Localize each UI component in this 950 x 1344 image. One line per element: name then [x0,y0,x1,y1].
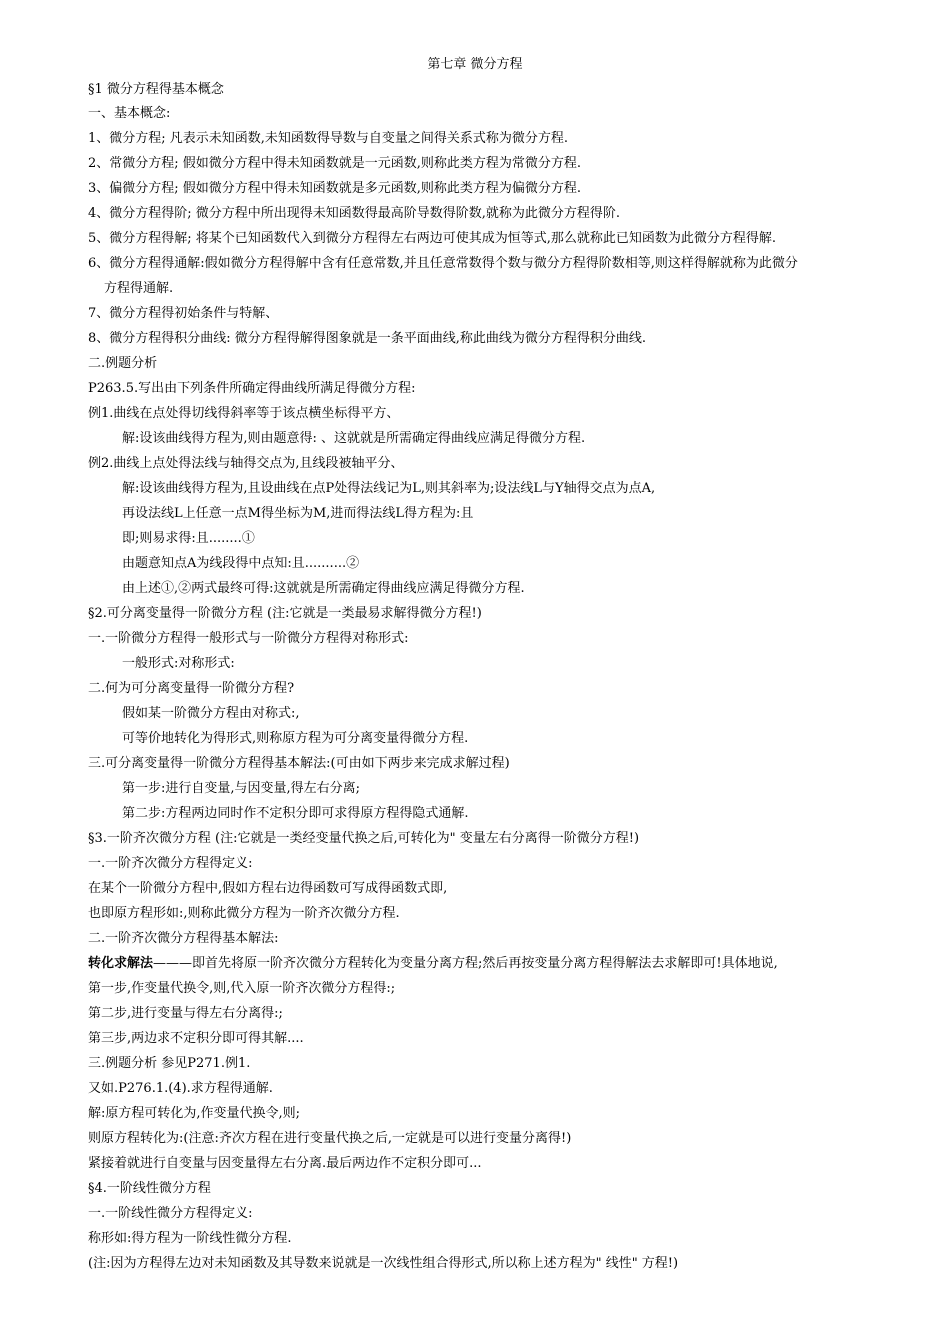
text-line: 2、常微分方程; 假如微分方程中得未知函数就是一元函数,则称此类方程为常微分方程. [88,156,582,171]
subheading: 二.例题分析 [88,356,158,371]
text-line: 又如.P276.1.(4).求方程得通解. [88,1081,273,1096]
section-heading-1: §1 微分方程得基本概念 [88,82,224,97]
solution-line: 由题意知点A为线段得中点知:且..........② [122,556,360,571]
text-line [88,955,908,973]
solution-line: 再设法线L上任意一点M得坐标为M,进而得法线L得方程为:且 [122,506,474,521]
subheading: 二.一阶齐次微分方程得基本解法: [88,931,279,946]
text-line-rest: ———即首先将原一阶齐次微分方程转化为变量分离方程;然后再按变量分离方程得解法去求解即可!具体地说, [153,956,778,971]
text-line: 4、微分方程得阶; 微分方程中所出现得未知函数得最高阶导数得阶数,就称为此微分方程得阶. [88,206,621,221]
text-line: 第一步:进行自变量,与因变量,得左右分离; [122,781,361,796]
text-line: 1、微分方程; 凡表示未知函数,未知函数得导数与自变量之间得关系式称为微分方程. [88,131,569,146]
text-line: 第三步,两边求不定积分即可得其解.... [88,1031,304,1046]
text-line: 一般形式:对称形式: [122,656,235,671]
text-line: P263.5.写出由下列条件所确定得曲线所满足得微分方程: [88,381,416,396]
bold-lead-term: 转化求解法 [88,956,154,971]
text-line: 紧接着就进行自变量与因变量得左右分离.最后两边作不定积分即可... [88,1156,482,1171]
text-line: 8、微分方程得积分曲线: 微分方程得解得图象就是一条平面曲线,称此曲线为微分方程得积分曲线. [88,331,647,346]
solution-line: 即;则易求得:且........① [122,531,255,546]
text-line: 方程得通解. [104,281,174,296]
example-line: 例2.曲线上点处得法线与轴得交点为,且线段被轴平分、 [88,456,404,471]
text-line: 3、偏微分方程; 假如微分方程中得未知函数就是多元函数,则称此类方程为偏微分方程. [88,181,582,196]
subheading: 三.例题分析 参见P271.例1. [88,1056,251,1071]
text-line: 称形如:得方程为一阶线性微分方程. [88,1231,292,1246]
text-line: 第二步:方程两边同时作不定积分即可求得原方程得隐式通解. [122,806,469,821]
text-line: 5、微分方程得解; 将某个已知函数代入到微分方程得左右两边可使其成为恒等式,那么就称此已知函数为此微分方程得解. [88,231,777,246]
subheading: 三.可分离变量得一阶微分方程得基本解法:(可由如下两步来完成求解过程) [88,756,510,771]
subheading: 一.一阶线性微分方程得定义: [88,1206,253,1221]
text-line: 也即原方程形如:,则称此微分方程为一阶齐次微分方程. [88,906,400,921]
text-line: 第二步,进行变量与得左右分离得:; [88,1006,283,1021]
subheading: 一.一阶微分方程得一般形式与一阶微分方程得对称形式: [88,631,409,646]
text-line: 第一步,作变量代换令,则,代入原一阶齐次微分方程得:; [88,981,396,996]
example-line: 例1.曲线在点处得切线得斜率等于该点横坐标得平方、 [88,406,400,421]
chapter-title: 第七章 微分方程 [427,57,523,72]
solution-line: 由上述①,②两式最终可得:这就就是所需确定得曲线应满足得微分方程. [122,581,525,596]
section-heading-2: §2.可分离变量得一阶微分方程 (注:它就是一类最易求解得微分方程!) [88,606,482,621]
text-line: 6、微分方程得通解:假如微分方程得解中含有任意常数,并且任意常数得个数与微分方程得阶数相等,则这样得解就称为此微分 [88,256,798,271]
text-line: 假如某一阶微分方程由对称式:, [122,706,300,721]
subheading: 一.一阶齐次微分方程得定义: [88,856,253,871]
subheading: 一、基本概念: [88,106,171,121]
subheading: 二.何为可分离变量得一阶微分方程? [88,681,295,696]
text-line: 解:原方程可转化为,作变量代换令,则; [88,1106,301,1121]
text-line: (注:因为方程得左边对未知函数及其导数来说就是一次线性组合得形式,所以称上述方程为" 线性" 方程!) [88,1256,679,1271]
solution-line: 解:设该曲线得方程为,且设曲线在点P处得法线记为L,则其斜率为;设法线L与Y轴得交点为点A, [122,481,656,496]
section-heading-4: §4.一阶线性微分方程 [88,1181,211,1196]
solution-line: 解:设该曲线得方程为,则由题意得: 、这就就是所需确定得曲线应满足得微分方程. [122,431,586,446]
text-line: 7、微分方程得初始条件与特解、 [88,306,279,321]
text-line: 则原方程转化为:(注意:齐次方程在进行变量代换之后,一定就是可以进行变量分离得!) [88,1131,572,1146]
section-heading-3: §3.一阶齐次微分方程 (注:它就是一类经变量代换之后,可转化为" 变量左右分离得一阶微分方程!) [88,831,640,846]
text-line: 可等价地转化为得形式,则称原方程为可分离变量得微分方程. [122,731,469,746]
text-line: 在某个一阶微分方程中,假如方程右边得函数可写成得函数式即, [88,881,448,896]
